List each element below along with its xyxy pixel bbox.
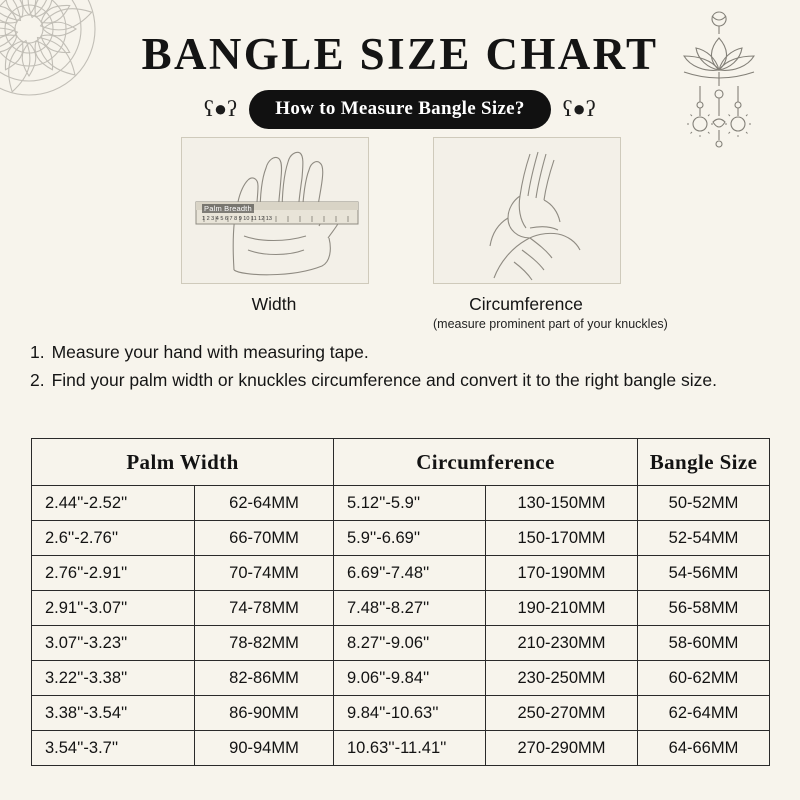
instruction-number: 1. xyxy=(30,342,45,362)
header-palm-width: Palm Width xyxy=(32,439,334,486)
palm-width-photo xyxy=(181,137,369,284)
table-cell: 230-250MM xyxy=(486,661,638,696)
instruction-text: Find your palm width or knuckles circumference and convert it to the right bangle size. xyxy=(51,369,717,390)
table-cell: 130-150MM xyxy=(486,486,638,521)
closed-hand-illustration-icon xyxy=(434,138,620,283)
table-cell: 86-90MM xyxy=(195,696,334,731)
table-cell: 60-62MM xyxy=(638,661,770,696)
table-cell: 250-270MM xyxy=(486,696,638,731)
size-table-body xyxy=(32,486,770,766)
table-cell: 62-64MM xyxy=(195,486,334,521)
instruction-item xyxy=(30,340,770,365)
table-row xyxy=(32,696,770,731)
table-cell: 52-54MM xyxy=(638,521,770,556)
table-cell: 2.91''-3.07'' xyxy=(32,591,195,626)
table-cell: 5.12''-5.9'' xyxy=(334,486,486,521)
table-cell: 58-60MM xyxy=(638,626,770,661)
table-cell: 70-74MM xyxy=(195,556,334,591)
size-table xyxy=(31,438,770,766)
table-cell: 6.69''-7.48'' xyxy=(334,556,486,591)
table-cell: 9.06''-9.84'' xyxy=(334,661,486,696)
subtitle-pill: How to Measure Bangle Size? xyxy=(249,90,550,129)
table-cell: 74-78MM xyxy=(195,591,334,626)
table-cell: 90-94MM xyxy=(195,731,334,766)
table-cell: 54-56MM xyxy=(638,556,770,591)
table-header-row xyxy=(32,439,770,486)
palm-width-block xyxy=(181,137,367,331)
table-cell: 3.22''-3.38'' xyxy=(32,661,195,696)
table-cell: 56-58MM xyxy=(638,591,770,626)
table-cell: 210-230MM xyxy=(486,626,638,661)
table-row xyxy=(32,731,770,766)
table-row xyxy=(32,591,770,626)
table-cell: 66-70MM xyxy=(195,521,334,556)
instruction-item xyxy=(30,368,770,393)
table-cell: 3.54''-3.7'' xyxy=(32,731,195,766)
table-row xyxy=(32,626,770,661)
header-bangle-size: Bangle Size xyxy=(638,439,770,486)
table-cell: 7.48''-8.27'' xyxy=(334,591,486,626)
table-cell: 3.38''-3.54'' xyxy=(32,696,195,731)
table-cell: 10.63''-11.41'' xyxy=(334,731,486,766)
tape-ruler-numbers: 1 2 3 4 5 6 7 8 9 10 11 12 13 xyxy=(202,216,272,222)
table-cell: 50-52MM xyxy=(638,486,770,521)
size-table-wrapper xyxy=(31,438,769,766)
palm-width-caption: Width xyxy=(251,294,297,314)
table-cell: 3.07''-3.23'' xyxy=(32,626,195,661)
circumference-photo xyxy=(433,137,621,284)
instruction-text: Measure your hand with measuring tape. xyxy=(51,342,369,362)
table-cell: 82-86MM xyxy=(195,661,334,696)
header-circumference: Circumference xyxy=(334,439,638,486)
page-title: BANGLE SIZE CHART xyxy=(141,29,659,79)
table-cell: 9.84''-10.63'' xyxy=(334,696,486,731)
circumference-caption: Circumference xyxy=(469,294,583,314)
circumference-block xyxy=(433,137,668,331)
table-cell: 2.76''-2.91'' xyxy=(32,556,195,591)
flourish-left-icon: ʕ●ʔ xyxy=(204,95,238,121)
illustration-row xyxy=(0,137,800,331)
table-cell: 2.44''-2.52'' xyxy=(32,486,195,521)
instruction-number: 2. xyxy=(30,369,45,390)
table-row xyxy=(32,486,770,521)
circumference-subcaption: (measure prominent part of your knuckles) xyxy=(433,317,668,331)
table-cell: 62-64MM xyxy=(638,696,770,731)
table-cell: 270-290MM xyxy=(486,731,638,766)
table-cell: 5.9''-6.69'' xyxy=(334,521,486,556)
palm-breadth-label: Palm Breadth xyxy=(204,204,252,213)
instructions-list xyxy=(30,340,770,396)
table-row xyxy=(32,661,770,696)
table-cell: 64-66MM xyxy=(638,731,770,766)
table-cell: 150-170MM xyxy=(486,521,638,556)
table-cell: 78-82MM xyxy=(195,626,334,661)
table-cell: 170-190MM xyxy=(486,556,638,591)
subtitle-row xyxy=(0,90,800,129)
table-cell: 2.6''-2.76'' xyxy=(32,521,195,556)
flourish-right-icon: ʕ●ʔ xyxy=(562,95,596,121)
table-row xyxy=(32,556,770,591)
table-cell: 8.27''-9.06'' xyxy=(334,626,486,661)
table-cell: 190-210MM xyxy=(486,591,638,626)
table-row xyxy=(32,521,770,556)
